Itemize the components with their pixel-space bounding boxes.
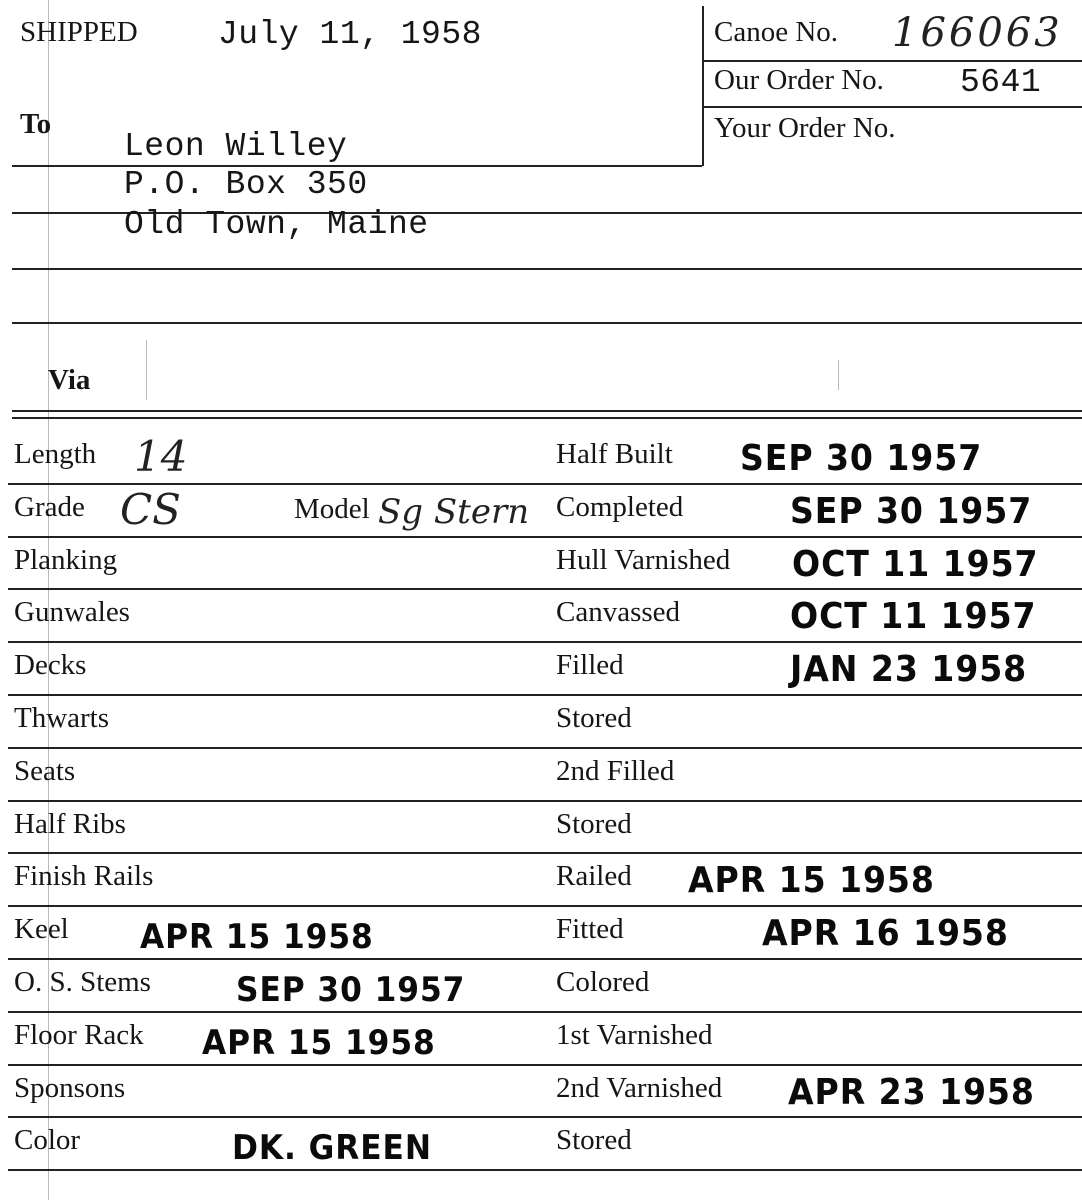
row-value-right-stamp: OCT 11 1957 <box>792 543 1039 585</box>
row-value-left-stamp: APR 15 1958 <box>140 917 374 958</box>
row-label-right: Hull Varnished <box>556 543 731 576</box>
row-value-right-stamp: APR 16 1958 <box>762 913 1009 955</box>
row-rule <box>8 852 1082 854</box>
address-line-1: Leon Willey <box>124 128 348 165</box>
row-label-right: Completed <box>556 490 684 523</box>
row-label-left: Keel <box>14 913 69 946</box>
scan-artifact-line <box>146 340 147 400</box>
row-rule <box>8 1064 1082 1066</box>
row-rule <box>8 588 1082 590</box>
row-value-right-stamp: SEP 30 1957 <box>740 438 983 479</box>
row-value-right-stamp: JAN 23 1958 <box>790 649 1028 691</box>
address-rule-3 <box>12 268 1082 270</box>
row-label-left: Finish Rails <box>14 860 154 893</box>
row-label-left: Decks <box>14 649 87 682</box>
address-line-3: Old Town, Maine <box>124 206 429 243</box>
row-label-right: Stored <box>556 702 632 734</box>
row-label-left: Half Ribs <box>14 807 126 840</box>
row-label-left: O. S. Stems <box>14 966 151 998</box>
row-label-left: Thwarts <box>14 702 110 734</box>
row-label-left: Length <box>14 438 97 470</box>
address-line-2: P.O. Box 350 <box>124 166 368 203</box>
row-rule <box>8 747 1082 749</box>
row-value-left-handwritten: CS <box>120 484 181 534</box>
row-label-right: 2nd Varnished <box>556 1071 723 1104</box>
row-label-right: Half Built <box>556 438 673 470</box>
row-rule <box>8 694 1082 696</box>
model-label: Model <box>294 493 370 525</box>
address-rule-4 <box>12 322 1082 324</box>
our-order-underline <box>704 106 1082 108</box>
row-rule <box>8 800 1082 802</box>
row-value-left-stamp: APR 15 1958 <box>202 1022 436 1063</box>
row-label-right: Railed <box>556 860 632 893</box>
via-label: Via <box>48 364 91 396</box>
row-label-left: Grade <box>14 490 85 523</box>
row-rule <box>8 1116 1082 1118</box>
row-label-right: Stored <box>556 807 632 840</box>
canoe-no-label: Canoe No. <box>714 16 839 48</box>
row-value-right-stamp: OCT 11 1957 <box>790 596 1037 638</box>
row-label-right: Stored <box>556 1124 632 1157</box>
canoe-no-value: 166063 <box>892 10 1063 56</box>
via-rule <box>12 410 1082 412</box>
to-label: To <box>20 108 52 140</box>
row-label-left: Gunwales <box>14 596 130 629</box>
row-label-left: Sponsons <box>14 1071 126 1104</box>
row-value-left-handwritten: 14 <box>134 432 188 481</box>
row-label-right: Colored <box>556 966 650 998</box>
shipped-label: SHIPPED <box>20 16 138 48</box>
scan-artifact-line <box>838 360 839 390</box>
row-value-right-stamp: SEP 30 1957 <box>790 490 1033 532</box>
row-label-left: Seats <box>14 754 76 787</box>
row-label-right: Canvassed <box>556 596 681 629</box>
model-value: Sg Stern <box>378 492 530 532</box>
row-rule <box>8 1169 1082 1171</box>
row-value-right-stamp: APR 15 1958 <box>688 860 935 902</box>
canoe-no-underline <box>704 60 1082 62</box>
row-value-right-stamp: APR 23 1958 <box>788 1071 1035 1113</box>
our-order-label: Our Order No. <box>714 64 884 96</box>
row-label-left: Planking <box>14 543 118 576</box>
row-rule <box>8 905 1082 907</box>
header-divider <box>702 6 704 166</box>
row-value-left-stamp: DK. GREEN <box>232 1128 432 1169</box>
our-order-value: 5641 <box>960 64 1042 101</box>
row-label-right: Fitted <box>556 913 624 946</box>
row-label-left: Color <box>14 1124 81 1157</box>
row-rule <box>8 536 1082 538</box>
row-rule <box>8 1011 1082 1013</box>
your-order-label: Your Order No. <box>714 112 896 144</box>
via-rule-double <box>12 417 1082 419</box>
row-label-left: Floor Rack <box>14 1018 144 1051</box>
shipped-date: July 11, 1958 <box>218 16 482 53</box>
row-label-right: 1st Varnished <box>556 1018 713 1051</box>
row-label-right: 2nd Filled <box>556 754 675 787</box>
row-rule <box>8 958 1082 960</box>
row-label-right: Filled <box>556 649 624 682</box>
row-rule <box>8 641 1082 643</box>
row-value-left-stamp: SEP 30 1957 <box>236 970 466 1010</box>
